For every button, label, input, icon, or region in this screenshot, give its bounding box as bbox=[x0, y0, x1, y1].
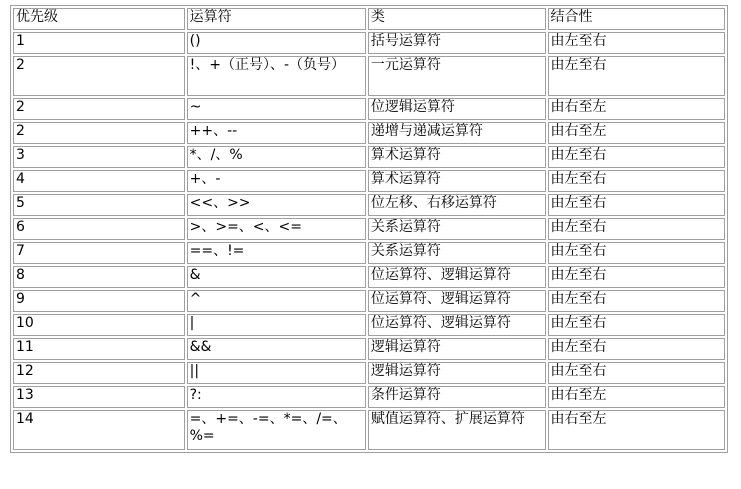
operators-cell: | bbox=[187, 314, 366, 336]
priority-cell: 12 bbox=[13, 362, 185, 384]
category-cell: 算术运算符 bbox=[368, 146, 546, 168]
table-row bbox=[13, 386, 725, 408]
associativity-cell: 由左至右 bbox=[548, 266, 726, 288]
operators-cell: ^ bbox=[187, 290, 366, 312]
table-row bbox=[13, 290, 725, 312]
operators-cell: && bbox=[187, 338, 366, 360]
associativity-cell: 由左至右 bbox=[548, 314, 726, 336]
associativity-cell: 由左至右 bbox=[548, 56, 726, 96]
category-cell: 一元运算符 bbox=[368, 56, 546, 96]
category-cell: 括号运算符 bbox=[368, 32, 546, 54]
table-row bbox=[13, 98, 725, 120]
category-cell: 递增与递减运算符 bbox=[368, 122, 546, 144]
associativity-cell: 由左至右 bbox=[548, 362, 726, 384]
operators-cell: & bbox=[187, 266, 366, 288]
operators-cell: +、- bbox=[187, 170, 366, 192]
table-row bbox=[13, 146, 725, 168]
table-row bbox=[13, 314, 725, 336]
table-row bbox=[13, 338, 725, 360]
operators-cell: ==、!= bbox=[187, 242, 366, 264]
priority-cell: 10 bbox=[13, 314, 185, 336]
header-cell: 类 bbox=[368, 8, 546, 30]
associativity-cell: 由右至左 bbox=[548, 386, 726, 408]
header-cell: 优先级 bbox=[13, 8, 185, 30]
associativity-cell: 由右至左 bbox=[548, 410, 726, 450]
priority-cell: 2 bbox=[13, 98, 185, 120]
category-cell: 算术运算符 bbox=[368, 170, 546, 192]
associativity-cell: 由左至右 bbox=[548, 32, 726, 54]
priority-cell: 8 bbox=[13, 266, 185, 288]
priority-cell: 14 bbox=[13, 410, 185, 450]
header-row bbox=[13, 8, 725, 30]
priority-cell: 3 bbox=[13, 146, 185, 168]
table-row bbox=[13, 194, 725, 216]
table-row bbox=[13, 266, 725, 288]
priority-cell: 11 bbox=[13, 338, 185, 360]
associativity-cell: 由左至右 bbox=[548, 170, 726, 192]
priority-cell: 5 bbox=[13, 194, 185, 216]
associativity-cell: 由左至右 bbox=[548, 146, 726, 168]
priority-cell: 9 bbox=[13, 290, 185, 312]
category-cell: 关系运算符 bbox=[368, 218, 546, 240]
table-row bbox=[13, 218, 725, 240]
priority-cell: 2 bbox=[13, 122, 185, 144]
associativity-cell: 由左至右 bbox=[548, 290, 726, 312]
operators-cell: >、>=、<、<= bbox=[187, 218, 366, 240]
operators-cell: () bbox=[187, 32, 366, 54]
category-cell: 逻辑运算符 bbox=[368, 338, 546, 360]
operators-cell: !、+（正号）、-（负号） bbox=[187, 56, 366, 96]
operators-cell: *、/、% bbox=[187, 146, 366, 168]
priority-cell: 2 bbox=[13, 56, 185, 96]
category-cell: 关系运算符 bbox=[368, 242, 546, 264]
priority-cell: 7 bbox=[13, 242, 185, 264]
operators-cell: ?: bbox=[187, 386, 366, 408]
category-cell: 赋值运算符、扩展运算符 bbox=[368, 410, 546, 450]
header-cell: 结合性 bbox=[548, 8, 726, 30]
operators-cell: <<、>> bbox=[187, 194, 366, 216]
category-cell: 位运算符、逻辑运算符 bbox=[368, 266, 546, 288]
priority-cell: 13 bbox=[13, 386, 185, 408]
table-row bbox=[13, 242, 725, 264]
table-row bbox=[13, 32, 725, 54]
table-row bbox=[13, 122, 725, 144]
priority-cell: 6 bbox=[13, 218, 185, 240]
operators-cell: || bbox=[187, 362, 366, 384]
associativity-cell: 由右至左 bbox=[548, 98, 726, 120]
priority-cell: 4 bbox=[13, 170, 185, 192]
operators-cell: =、+=、-=、*=、/=、%= bbox=[187, 410, 366, 450]
category-cell: 位运算符、逻辑运算符 bbox=[368, 290, 546, 312]
associativity-cell: 由左至右 bbox=[548, 242, 726, 264]
category-cell: 逻辑运算符 bbox=[368, 362, 546, 384]
table-row bbox=[13, 170, 725, 192]
associativity-cell: 由左至右 bbox=[548, 338, 726, 360]
category-cell: 位左移、右移运算符 bbox=[368, 194, 546, 216]
table-row bbox=[13, 410, 725, 450]
operators-cell: ~ bbox=[187, 98, 366, 120]
priority-cell: 1 bbox=[13, 32, 185, 54]
category-cell: 位运算符、逻辑运算符 bbox=[368, 314, 546, 336]
table-row bbox=[13, 362, 725, 384]
operator-precedence-table bbox=[10, 5, 728, 453]
table-row bbox=[13, 56, 725, 96]
associativity-cell: 由左至右 bbox=[548, 218, 726, 240]
category-cell: 条件运算符 bbox=[368, 386, 546, 408]
category-cell: 位逻辑运算符 bbox=[368, 98, 546, 120]
operators-cell: ++、-- bbox=[187, 122, 366, 144]
associativity-cell: 由右至左 bbox=[548, 122, 726, 144]
header-cell: 运算符 bbox=[187, 8, 366, 30]
associativity-cell: 由左至右 bbox=[548, 194, 726, 216]
